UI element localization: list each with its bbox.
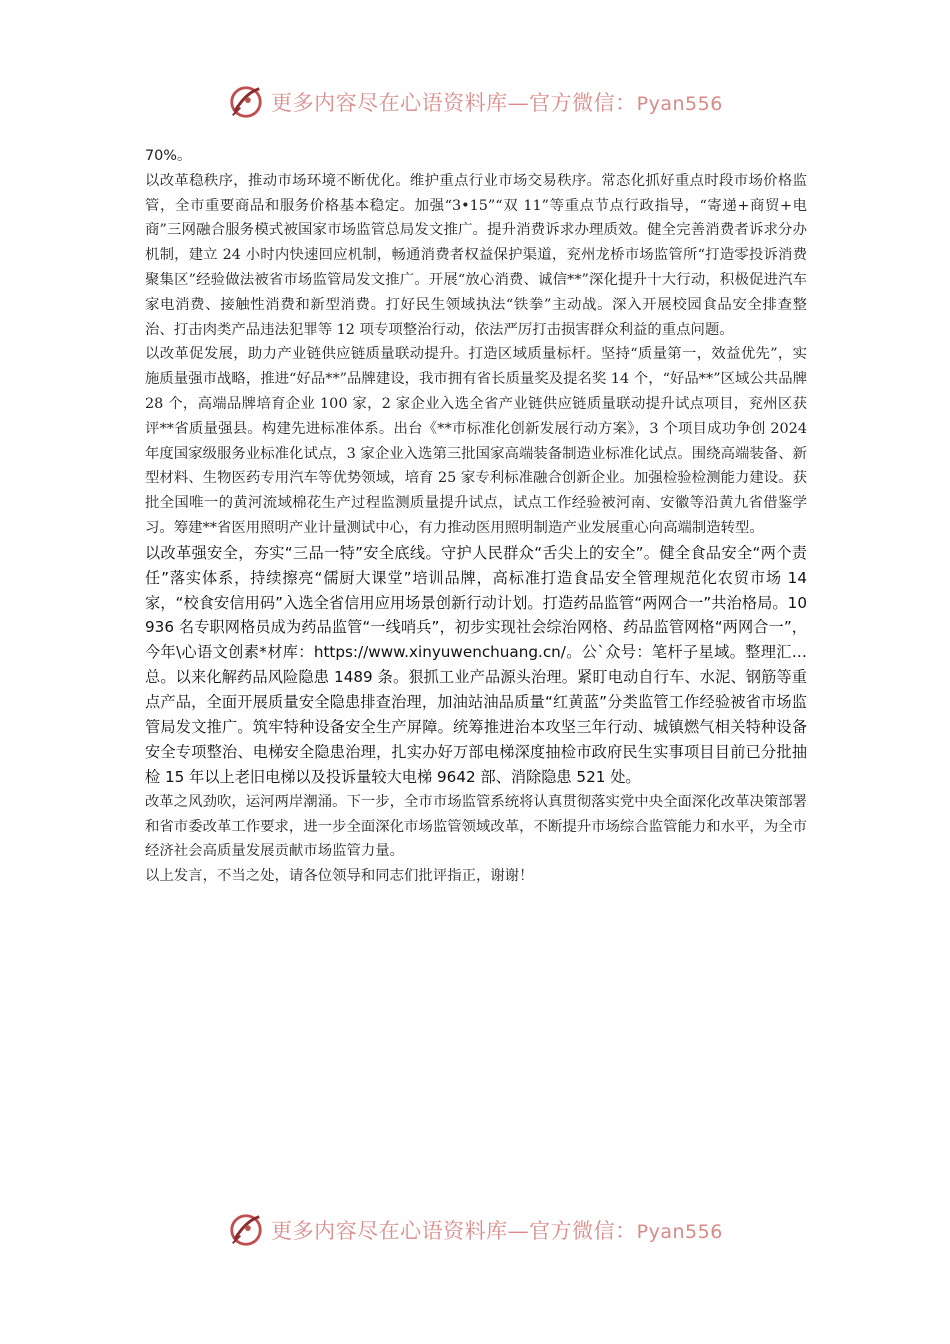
logo-icon (227, 1211, 265, 1249)
banner-text (271, 87, 723, 117)
logo-icon (227, 83, 265, 121)
paragraph-closing: 以上发言，不当之处，请各位领导和同志们批评指正，谢谢！ (145, 868, 534, 885)
document-body (145, 144, 807, 889)
paragraph-safety: 以改革强安全，夯实“三品一特”安全底线。守护人民群众“舌尖上的安全”。健全食品安全“两个责任”落实体系，持续擦亮“儒厨大课堂”培训品牌，高标准打造食品安全管理规范化农贸市场 14 家，“校食安信用码”入选全省信用应用场景创新行动计划。打造药品监管“两网合一”共治格局。10936 名专职网格员成为药品监管“一线哨兵”，初步实现社会综治网格、药品监管网格“两网合一”，今年\心语文创素*材库：https://www.xinyuwenchuang.cn/。公`众号：笔杆子星域。整理汇…总。以来化解药品风险隐患 1489 条。狠抓工业产品源头治理。紧盯电动自行车、水泥、钢筋等重点产品，全面开展质量安全隐患排查治理，加油站油品质量“红黄蓝”分类监管工作经验被省市场监管局发文推广。筑牢特种设备安全生产屏障。统筹推进治本攻坚三年行动、城镇燃气相关特种设备安全专项整治、电梯安全隐患治理，扎实办好万部电梯深度抽检市政府民生实事项目目前已分批抽检 15 年以上老旧电梯以及投诉量较大电梯 9642 部、消除隐患 521 处。 (145, 543, 807, 786)
paragraph-quality-development: 以改革促发展，助力产业链供应链质量联动提升。打造区域质量标杆。坚持“质量第一，效益优先”，实施质量强市战略，推进“好品**”品牌建设，我市拥有省长质量奖及提名奖 14 个，“好品**”区域公共品牌 28 个，高端品牌培育企业 100 家，2 家企业入选全省产业链供应链质量联动提升试点项目，兖州区获评**省质量强县。构建先进标准体系。出台《**市标准化创新发展行动方案》，3 个项目成功争创 2024 年度国家级服务业标准化试点，3 家企业入选第三批国家高端装备制造业标准化试点。围绕高端装备、新型材料、生物医药专用汽车等优势领域，培育 25 家专利标准融合创新企业。加强检验检测能力建设。获批全国唯一的黄河流域棉花生产过程监测质量提升试点，试点工作经验被河南、安徽等沿黄九省借鉴学习。筹建**省医用照明产业计量测试中心，有力推动医用照明制造产业发展重心向高端制造转型。 (145, 346, 807, 536)
banner-text-cn: 更多内容尽在心语资料库—官方微信： (271, 1219, 637, 1243)
paragraph-market-order: 以改革稳秩序，推动市场环境不断优化。维护重点行业市场交易秩序。常态化抓好重点时段市场价格监管，全市重要商品和服务价格基本稳定。加强“3•15”“双 11”等重点节点行政指导，“寄递+商贸+电商”三网融合服务模式被国家市场监管总局发文推广。提升消费诉求办理质效。健全完善消费者诉求分办机制，建立 24 小时内快速回应机制，畅通消费者权益保护渠道，兖州龙桥市场监管所“打造零投诉消费聚集区”经验做法被省市场监管局发文推广。开展“放心消费、诚信**”深化提升十大行动，积极促进汽车家电消费、接触性消费和新型消费。打好民生领域执法“铁拳”主动战。深入开展校园食品安全排查整治、打击肉类产品违法犯罪等 12 项专项整治行动，依法严厉打击损害群众利益的重点问题。 (145, 172, 807, 338)
paragraph-continuation: 70%。 (145, 148, 192, 164)
footer-banner (0, 1210, 950, 1250)
banner-wechat-id: Pyan556 (636, 1221, 723, 1243)
banner-text-cn: 更多内容尽在心语资料库—官方微信： (271, 91, 637, 115)
banner-wechat-id: Pyan556 (636, 93, 723, 115)
paragraph-next-steps: 改革之风劲吹，运河两岸潮涌。下一步，全市市场监管系统将认真贯彻落实党中央全面深化改革决策部署和省市委改革工作要求，进一步全面深化市场监管领域改革，不断提升市场综合监管能力和水平，为全市经济社会高质量发展贡献市场监管力量。 (145, 793, 807, 860)
banner-text (271, 1215, 723, 1245)
header-banner (0, 82, 950, 122)
